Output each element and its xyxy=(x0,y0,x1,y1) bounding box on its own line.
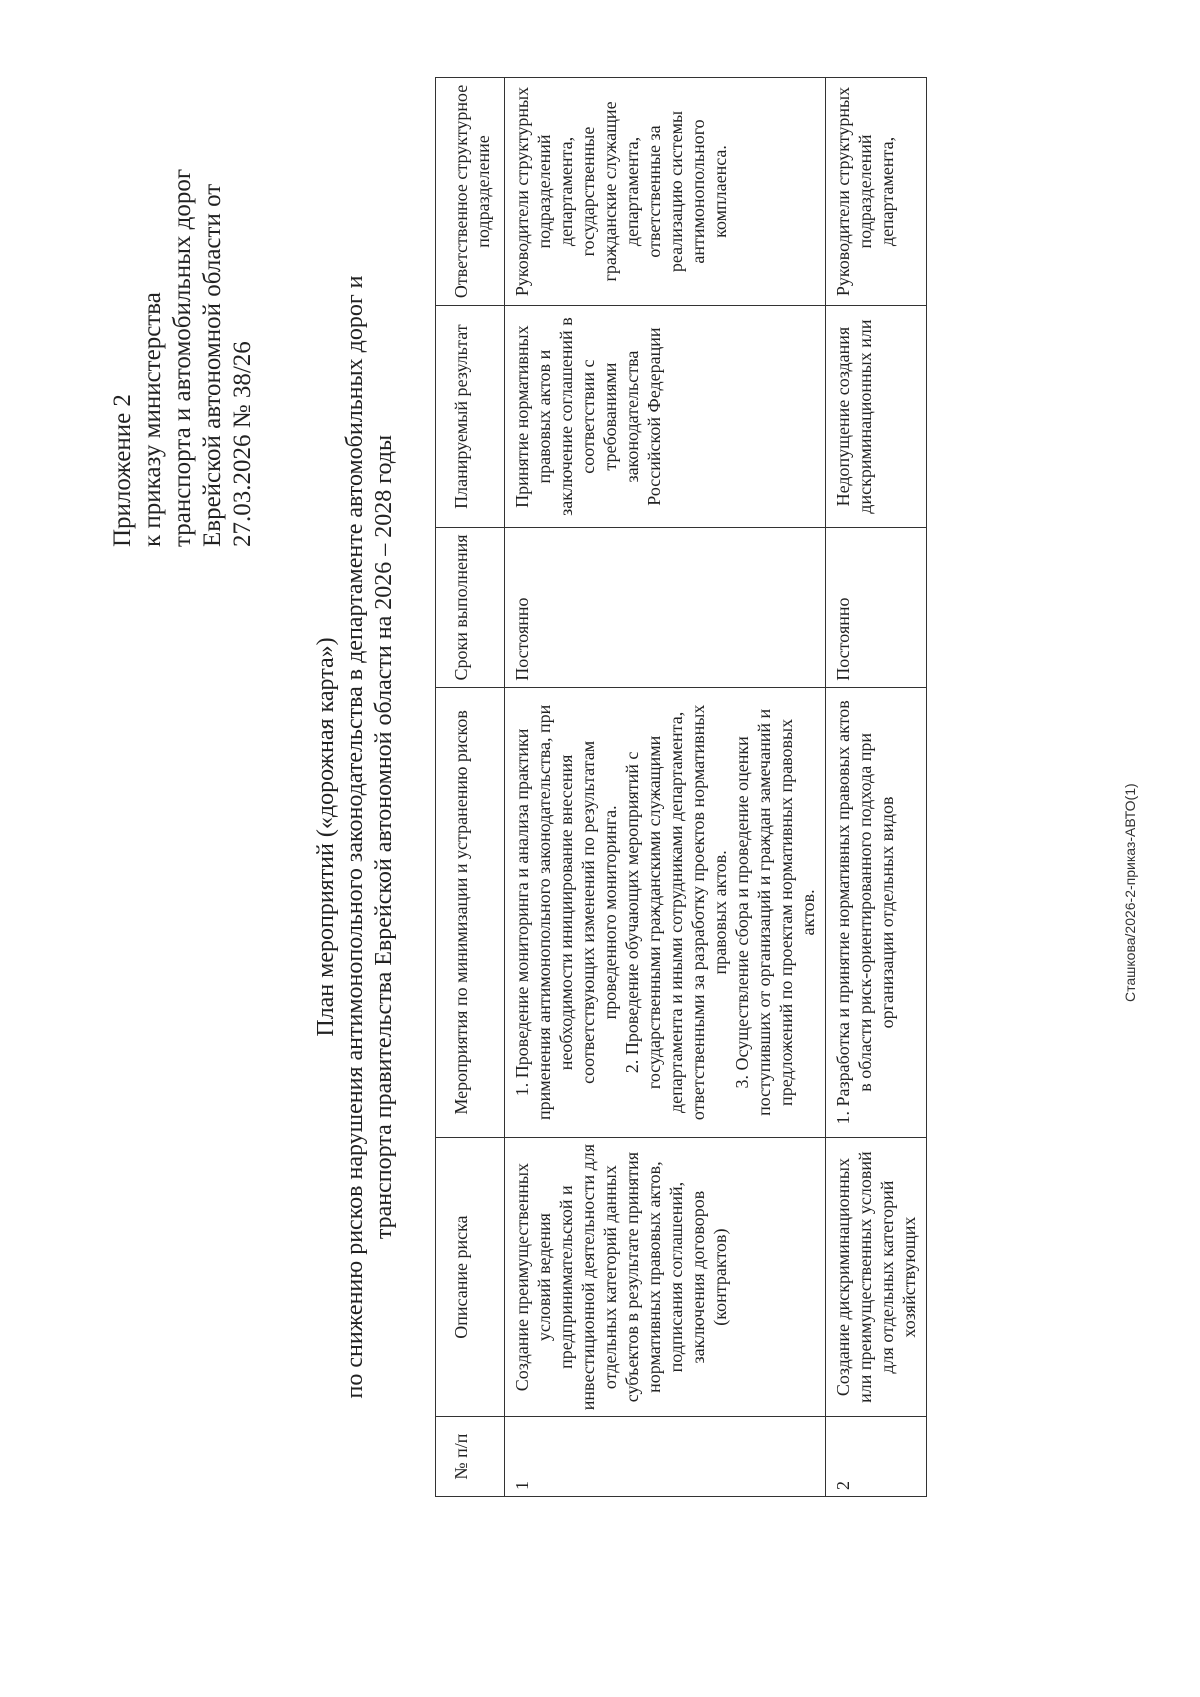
document-title xyxy=(312,207,399,1467)
row-responsible: Руководители структурных подразделений департамента, государственные гражданские служащие департамента, ответственные за реализацию системы антимонопольного комплаенса. xyxy=(505,78,826,306)
row-deadline: Постоянно xyxy=(826,528,927,688)
header-responsible: Ответственное структурное подразделение xyxy=(436,78,505,306)
header-result: Планируемый результат xyxy=(436,305,505,527)
title-line: по снижению рисков нарушения антимонопольного законодательства в департаменте автомобильных дорог и xyxy=(342,275,368,1399)
row-num: 1 xyxy=(505,1417,826,1497)
row-measures xyxy=(505,687,826,1137)
header-measures: Мероприятия по минимизации и устранению рисков xyxy=(436,687,505,1137)
appendix-block xyxy=(108,169,258,547)
title-line: транспорта правительства Еврейской автономной области на 2026 – 2028 годы xyxy=(371,434,397,1240)
row-responsible: Руководители структурных подразделений департамента, xyxy=(826,78,927,306)
table-row xyxy=(826,78,927,1497)
measure-item: 1. Проведение мониторинга и анализа практики применения антимонопольного законодательства, при необходимости инициирование внесения соответствующих изменений по результатам проведенного мониторинга. xyxy=(512,704,620,1121)
row-num: 2 xyxy=(826,1417,927,1497)
measure-item: 3. Осуществление сбора и проведение оценки поступивших от организаций и граждан замечаний и предложений по проектам нормативных правовых актов. xyxy=(732,708,818,1116)
row-risk: Создание дискриминационных или преимущественных условий для отдельных категорий хозяйствующих xyxy=(826,1137,927,1416)
row-measures xyxy=(826,687,927,1137)
table-row xyxy=(505,78,826,1497)
appendix-line: Приложение 2 xyxy=(109,394,136,547)
header-num: № п/п xyxy=(436,1417,505,1497)
row-deadline: Постоянно xyxy=(505,528,826,688)
header-risk: Описание риска xyxy=(436,1137,505,1416)
measure-item: 2. Проведение обучающих мероприятий с государственными гражданскими служащими департамента и иными сотрудниками департамента, ответственными за разработку проектов нормативных правовых актов. xyxy=(622,704,730,1121)
document-footer: Сташкова/2026-2-приказ-АВТО(1) xyxy=(1122,783,1138,1002)
appendix-line: транспорта и автомобильных дорог xyxy=(169,168,196,547)
title-line: План мероприятий («дорожная карта») xyxy=(313,637,339,1037)
row-result: Принятие нормативных правовых актов и заключение соглашений в соответствии с требованиями законодательства Российской Федерации xyxy=(505,305,826,527)
appendix-line: к приказу министерства xyxy=(139,292,166,547)
appendix-line: 27.03.2026 № 38/26 xyxy=(229,341,256,547)
row-risk: Создание преимущественных условий ведения предпринимательской и инвестиционной деятельности для отдельных категорий данных субъектов в результате принятия нормативных правовых актов, подписания соглашений, заключения договоров (контрактов) xyxy=(505,1137,826,1416)
table-header-row xyxy=(436,78,505,1497)
appendix-line: Еврейской автономной области от xyxy=(199,183,226,547)
row-result: Недопущение создания дискриминационных или xyxy=(826,305,927,527)
header-deadline: Сроки выполнения xyxy=(436,528,505,688)
measure-item: 1. Разработка и принятие нормативных правовых актов в области риск-ориентированного подхода при организации отдельных видов xyxy=(833,700,897,1125)
roadmap-table xyxy=(435,77,927,1497)
